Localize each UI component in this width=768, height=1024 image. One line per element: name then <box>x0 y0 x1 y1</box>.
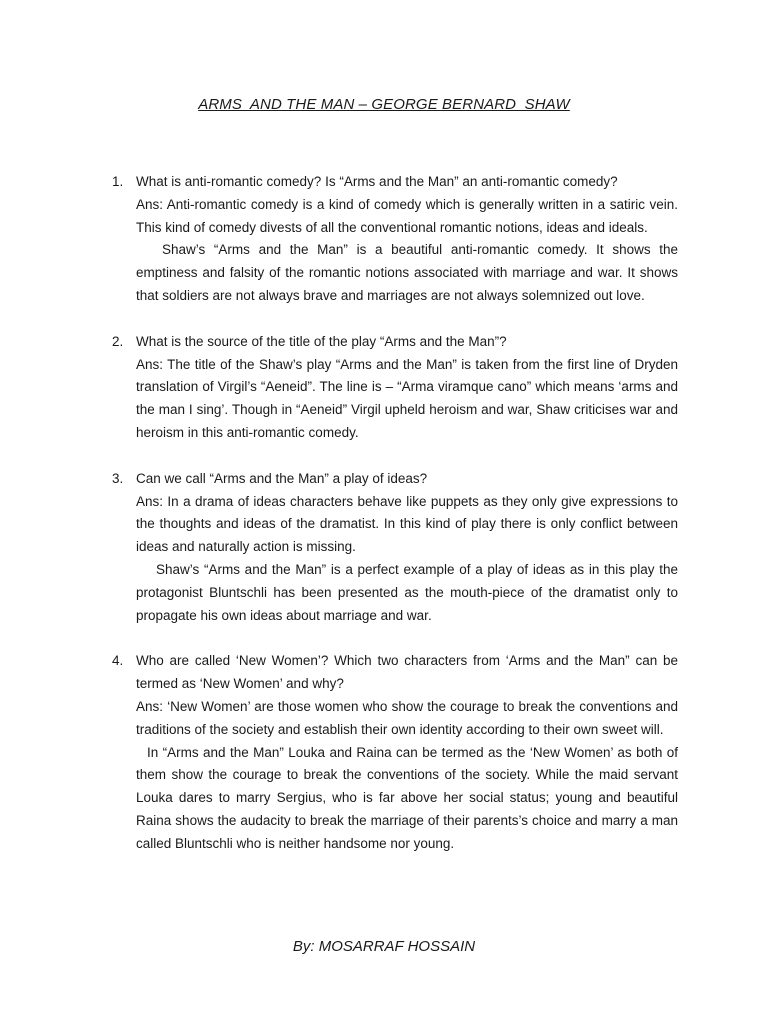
question-text: What is the source of the title of the play “Arms and the Man”? <box>136 333 507 349</box>
question-number: 2. <box>112 333 124 349</box>
answer-continuation: In “Arms and the Man” Louka and Raina can be termed as the ‘New Women’ as both of them show the courage to break the conventions of the society. While the maid servant Louka dares to marry Sergius, who is far above her social status; young and beautiful Raina shows the audacity to break the marriage of their parents’s choice and marry a man called Bluntschli who is neither handsome nor young. <box>136 744 678 851</box>
question-list <box>112 171 678 879</box>
answer-continuation: Shaw’s “Arms and the Man” is a beautiful anti-romantic comedy. It shows the emptiness and falsity of the romantic notions associated with marriage and war. It shows that soldiers are not always brave and marriages are not always solemnized out love. <box>136 242 678 303</box>
answer-text: Ans: Anti-romantic comedy is a kind of comedy which is generally written in a satiric vein. This kind of comedy divests of all the conventional romantic notions, ideas and ideals. <box>136 196 678 235</box>
question-number: 3. <box>112 470 124 486</box>
author-byline: By: MOSARRAF HOSSAIN <box>292 938 476 955</box>
document-title: ARMS AND THE MAN – GEORGE BERNARD SHAW <box>198 96 570 113</box>
question-number: 1. <box>112 174 124 189</box>
question-text: Can we call “Arms and the Man” a play of ideas? <box>136 470 428 486</box>
answer-text: Ans: The title of the Shaw’s play “Arms and the Man” is taken from the first line of Dryden translation of Virgil’s “Aeneid”. The line is – “Arma viramque cano” which means ‘arms and the man I sing’. Though in “Aeneid” Virgil upheld heroism and war, Shaw criticises war and heroism in this anti-romantic comedy. <box>136 356 678 440</box>
question-text: What is anti-romantic comedy? Is “Arms and the Man” an anti-romantic comedy? <box>136 174 618 189</box>
question-item <box>112 331 678 445</box>
question-number: 4. <box>112 653 124 669</box>
answer-text: Ans: In a drama of ideas characters behave like puppets as they only give expressions to the thoughts and ideas of the dramatist. In this kind of play there is only conflict between ideas and naturally action is missing. <box>136 493 678 555</box>
question-item <box>112 650 678 855</box>
answer-text: Ans: ‘New Women’ are those women who show the courage to break the conventions and traditions of the society and establish their own identity according to their own sweet will. <box>136 698 678 737</box>
question-item <box>112 468 678 628</box>
question-item <box>112 171 678 308</box>
question-text: Who are called ‘New Women’? Which two characters from ‘Arms and the Man” can be termed as ‘New Women’ and why? <box>136 653 678 692</box>
answer-continuation: Shaw’s “Arms and the Man” is a perfect example of a play of ideas as in this play the protagonist Bluntschli has been presented as the mouth-piece of the dramatist only to propagate his own ideas about marriage and war. <box>136 561 678 623</box>
